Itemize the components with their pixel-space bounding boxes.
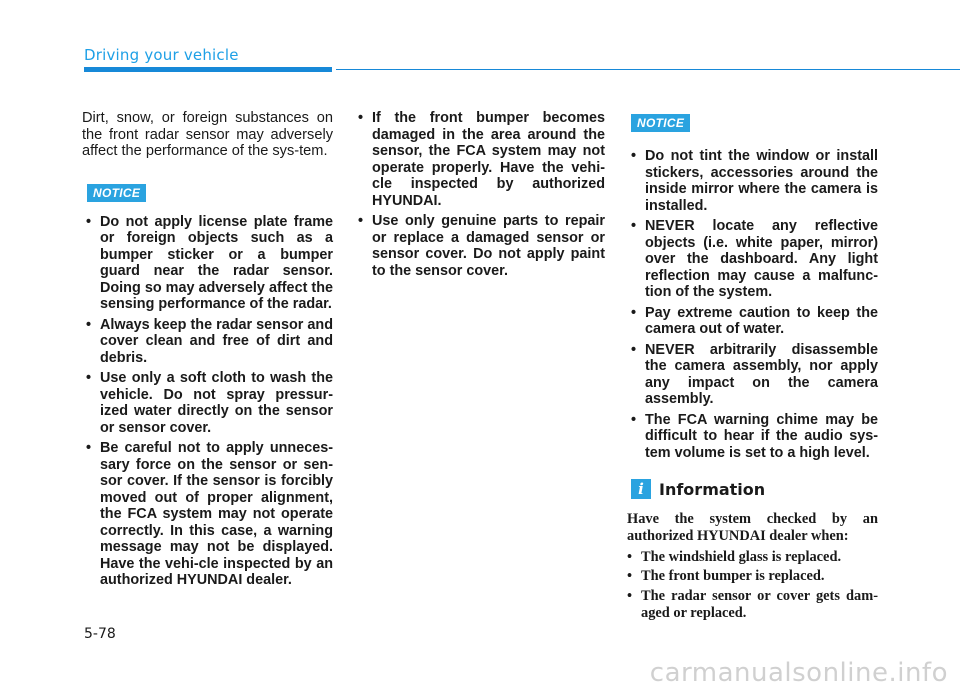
list-item: • If the front bumper becomes damaged in the area around the sensor, the FCA system may not operate properly. Have the vehi-cle inspected by authorized HYUNDAI.: [354, 110, 605, 209]
section-title: Driving your vehicle: [84, 46, 239, 64]
notice-list: [354, 110, 605, 279]
list-item: • Use only a soft cloth to wash the vehicle. Do not spray pressur-ized water directly on the sensor or sensor cover.: [82, 370, 333, 436]
list-item: • NEVER arbitrarily disassemble the camera assembly, nor apply any impact on the camera assembly.: [627, 342, 878, 408]
list-item: • The radar sensor or cover gets dam-aged or replaced.: [627, 588, 878, 622]
information-title: Information: [659, 479, 766, 499]
information-list: [627, 549, 878, 622]
notice-list: [82, 214, 333, 589]
watermark: carmanualsonline.info: [649, 658, 948, 688]
page-number: 5-78: [84, 626, 116, 642]
header-rule-thin: [336, 69, 960, 70]
column-left: [82, 110, 333, 593]
information-text: Have the system checked by an authorized HYUNDAI dealer when:: [627, 511, 878, 544]
column-middle: [354, 110, 605, 283]
notice-list: [627, 148, 878, 461]
information-header: [631, 479, 878, 499]
info-icon: i: [631, 479, 651, 499]
list-item: • NEVER locate any reflective objects (i.e. white paper, mirror) over the dashboard. Any light reflection may cause a malfunc-tion of the system.: [627, 218, 878, 301]
notice-badge: NOTICE: [87, 184, 146, 202]
list-item: • Do not tint the window or install stickers, accessories around the inside mirror where the camera is installed.: [627, 148, 878, 214]
column-right: [627, 114, 878, 625]
list-item: • Always keep the radar sensor and cover clean and free of dirt and debris.: [82, 317, 333, 367]
header-rule-thick: [84, 67, 332, 72]
list-item: • The front bumper is replaced.: [627, 568, 878, 585]
list-item: • The windshield glass is replaced.: [627, 549, 878, 566]
list-item: • Do not apply license plate frame or foreign objects such as a bumper sticker or a bumper guard near the radar sensor. Doing so may adversely affect the sensing performance of the radar.: [82, 214, 333, 313]
notice-badge: NOTICE: [631, 114, 690, 132]
list-item: • Pay extreme caution to keep the camera out of water.: [627, 305, 878, 338]
list-item: • Be careful not to apply unneces-sary force on the sensor or sen-sor cover. If the sensor is forcibly moved out of proper alignment, the FCA system may not operate correctly. In this case, a warning message may not be displayed. Have the vehi-cle inspected by an authorized HYUNDAI dealer.: [82, 440, 333, 589]
intro-paragraph: Dirt, snow, or foreign substances on the front radar sensor may adversely affect the performance of the sys-tem.: [82, 110, 333, 160]
list-item: • Use only genuine parts to repair or replace a damaged sensor or sensor cover. Do not apply paint to the sensor cover.: [354, 213, 605, 279]
list-item: • The FCA warning chime may be difficult to hear if the audio sys-tem volume is set to a high level.: [627, 412, 878, 462]
